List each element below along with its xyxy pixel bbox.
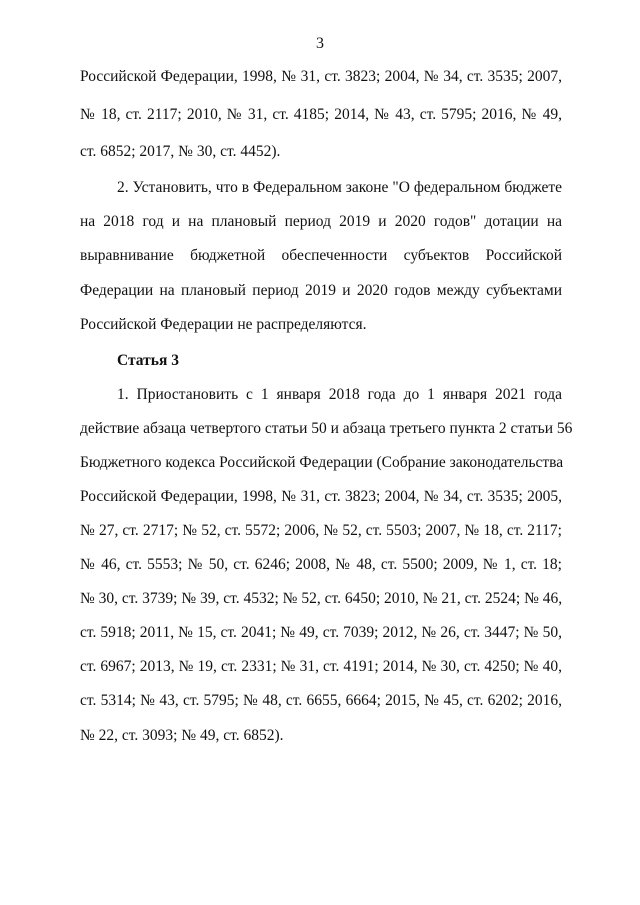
paragraph-3-line-2: действие абзаца четвертого статьи 50 и абзаца третьего пункта 2 статьи 56 bbox=[80, 420, 573, 437]
paragraph-2-line-2: на 2018 год и на плановый период 2019 и 2020 годов" дотации на bbox=[80, 213, 562, 230]
paragraph-2-line-1: 2. Установить, что в Федеральном законе "О федеральном бюджете bbox=[117, 179, 562, 196]
paragraph-3-line-5: № 27, ст. 2717; № 52, ст. 5572; 2006, № 52, ст. 5503; 2007, № 18, ст. 2117; bbox=[80, 522, 562, 539]
paragraph-2-line-4: Федерации на плановый период 2019 и 2020 годов между субъектами bbox=[80, 282, 562, 299]
paragraph-3-line-3: Бюджетного кодекса Российской Федерации (Собрание законодательства bbox=[80, 454, 564, 471]
paragraph-1-line-2: № 18, ст. 2117; 2010, № 31, ст. 4185; 2014, № 43, ст. 5795; 2016, № 49, bbox=[80, 106, 562, 123]
paragraph-3-line-6: № 46, ст. 5553; № 50, ст. 6246; 2008, № 48, ст. 5500; 2009, № 1, ст. 18; bbox=[80, 556, 562, 573]
paragraph-2-line-5: Российской Федерации не распределяются. bbox=[80, 316, 367, 333]
paragraph-3-line-8: ст. 5918; 2011, № 15, ст. 2041; № 49, ст. 7039; 2012, № 26, ст. 3447; № 50, bbox=[80, 624, 562, 641]
paragraph-3-line-1: 1. Приостановить с 1 января 2018 года до 1 января 2021 года bbox=[117, 386, 562, 403]
paragraph-3-line-10: ст. 5314; № 43, ст. 5795; № 48, ст. 6655, 6664; 2015, № 45, ст. 6202; 2016, bbox=[80, 692, 562, 709]
paragraph-3-line-9: ст. 6967; 2013, № 19, ст. 2331; № 31, ст. 4191; 2014, № 30, ст. 4250; № 40, bbox=[80, 658, 562, 675]
paragraph-3-line-4: Российской Федерации, 1998, № 31, ст. 3823; 2004, № 34, ст. 3535; 2005, bbox=[80, 488, 562, 505]
paragraph-3-line-7: № 30, ст. 3739; № 39, ст. 4532; № 52, ст. 6450; 2010, № 21, ст. 2524; № 46, bbox=[80, 590, 563, 607]
paragraph-3-line-11: № 22, ст. 3093; № 49, ст. 6852). bbox=[80, 727, 284, 744]
paragraph-2-line-3: выравнивание бюджетной обеспеченности субъектов Российской bbox=[80, 247, 562, 264]
page-number: 3 bbox=[316, 35, 324, 52]
paragraph-1-line-3: ст. 6852; 2017, № 30, ст. 4452). bbox=[80, 143, 281, 160]
article-heading: Статья 3 bbox=[117, 352, 179, 369]
paragraph-1-line-1: Российской Федерации, 1998, № 31, ст. 3823; 2004, № 34, ст. 3535; 2007, bbox=[80, 68, 562, 85]
